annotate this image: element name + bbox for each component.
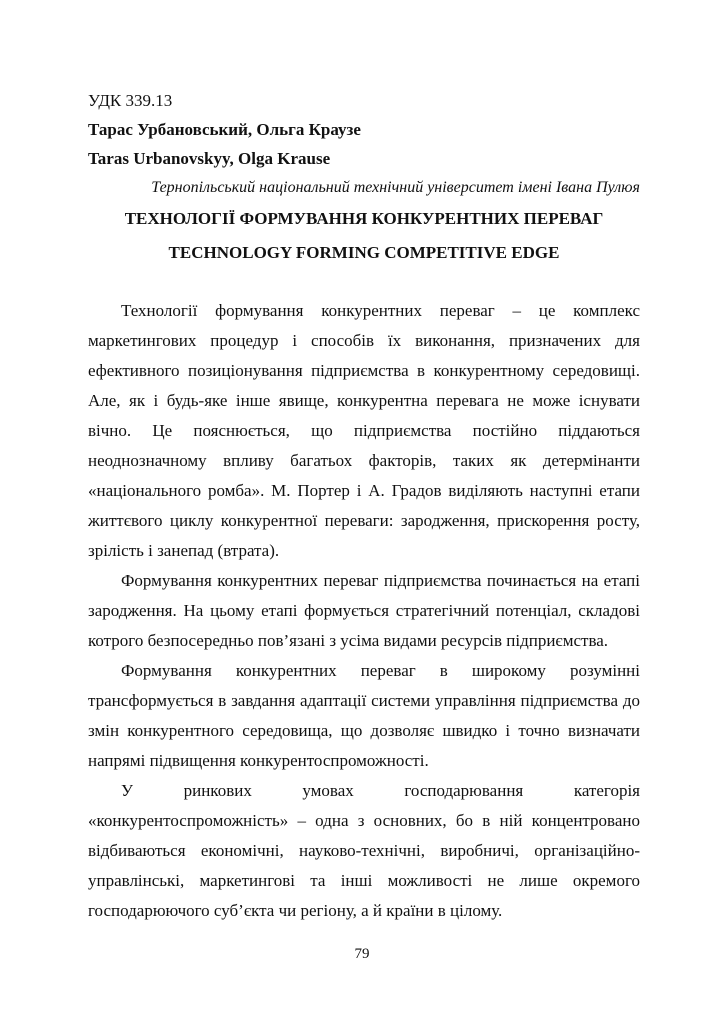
paragraph-2: Формування конкурентних переваг підприємства починається на етапі зародження. На цьому етапі формується стратегічний потенціал, складові котрого безпосередньо пов’язані з усіма видами ресурсів підприємства. xyxy=(88,571,640,650)
paragraph-1: Технології формування конкурентних переваг – це комплекс маркетингових процедур і способів їх виконання, призначених для ефективного позиціонування підприємства в конкурентному середовищі. Але, як і будь-яке інше явище, конкурентна перевага не може існувати вічно. Це пояснюється, що підприємства постійно піддаються неоднозначному впливу багатьох факторів, таких як детермінанти «національного ромба». М. Портер і А. Градов виділяють наступні етапи життєвого циклу конкурентної переваги: зародження, прискорення росту, зрілість і занепад (втрата). xyxy=(88,301,640,560)
affiliation: Тернопільський національний технічний університет імені Івана Пулюя xyxy=(151,179,640,196)
paper-page xyxy=(88,86,640,926)
udk-code: УДК 339.13 xyxy=(88,91,173,110)
title-ukrainian: ТЕХНОЛОГІЇ ФОРМУВАННЯ КОНКУРЕНТНИХ ПЕРЕВАГ xyxy=(124,209,604,228)
paragraph-3: Формування конкурентних переваг в широкому розумінні трансформується в завдання адаптації системи управління підприємства до змін конкурентного середовища, що дозволяє швидко і точно визначати напрямі підвищення конкурентоспроможності. xyxy=(88,661,640,770)
paragraph-4: У ринкових умовах господарювання категорія «конкурентоспроможність» – одна з основних, бо в ній концентровано відбиваються економічні, науково-технічні, виробничі, організаційно-управлінські, маркетингові та інші можливості не лише окремого господарюючого суб’єкта чи регіону, а й країни в цілому. xyxy=(88,781,640,920)
authors-english: Taras Urbanovskyy, Olga Krause xyxy=(88,149,331,168)
page-number: 79 xyxy=(354,946,370,962)
title-english: TECHNOLOGY FORMING COMPETITIVE EDGE xyxy=(168,243,560,262)
authors-ukrainian: Тарас Урбановський, Ольга Краузе xyxy=(88,120,361,139)
title-body-gap xyxy=(88,270,640,296)
